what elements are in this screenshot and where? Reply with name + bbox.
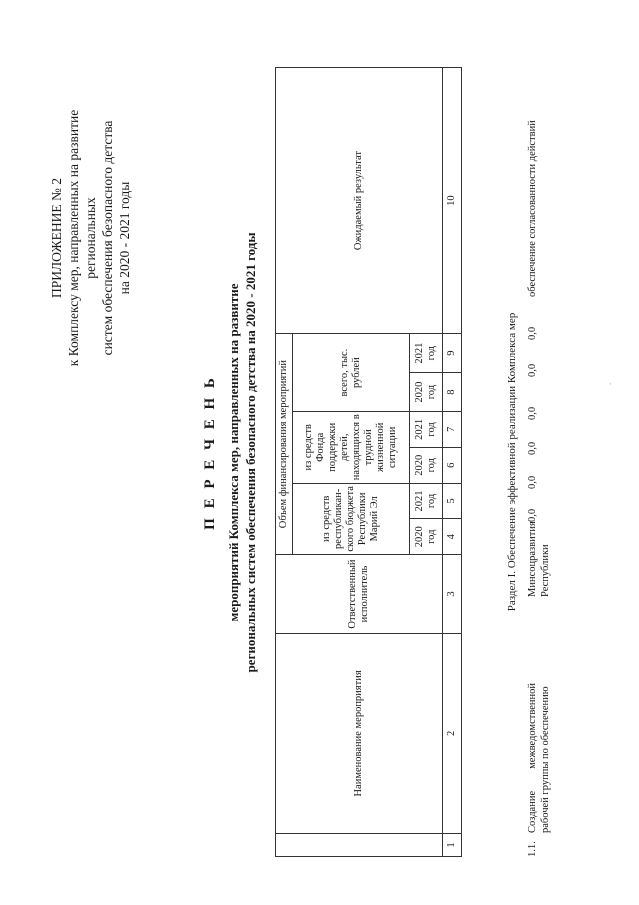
measures-table — [275, 67, 462, 857]
appendix-line: систем обеспечения безопасного детства — [100, 120, 115, 356]
header-year: 2020 год — [410, 519, 443, 555]
appendix-line: на 2020 - 2021 годы — [117, 181, 132, 295]
column-number: 10 — [443, 68, 462, 334]
column-number: 6 — [443, 447, 462, 483]
column-number: 1 — [443, 833, 462, 856]
subtitle-line: мероприятий Комплекса мер, направленных на развитие — [226, 283, 241, 622]
row-value: 0,0 — [527, 363, 538, 377]
header-total: всего, тыс. рублей — [293, 334, 410, 412]
document-subtitle — [225, 0, 259, 905]
header-result: Ожидаемый результат — [276, 68, 443, 334]
header-fund: из средств Фонда поддержки детей, находящихся в трудной жизненной ситуации — [293, 412, 410, 484]
row-result: обеспечение согласованности действий — [527, 120, 538, 297]
header-year: 2021 год — [410, 483, 443, 519]
column-number: 9 — [443, 334, 462, 373]
row-value: 0,0 — [527, 508, 538, 522]
column-number: 3 — [443, 555, 462, 634]
row-number: 1.1. — [527, 841, 538, 857]
table-row — [526, 67, 586, 857]
section-title: Раздел I. Обеспечение эффективной реализации Комплекса мер — [506, 312, 518, 612]
header-cell — [276, 833, 443, 856]
column-number: 8 — [443, 373, 462, 412]
column-number: 2 — [443, 633, 462, 833]
column-number: 5 — [443, 483, 462, 519]
document-title: П Е Р Е Ч Е Н Ь — [202, 375, 218, 530]
appendix-line: к Комплексу мер, направленных на развитие региональных — [66, 109, 98, 367]
row-value: 0,0 — [527, 326, 538, 340]
column-number: 4 — [443, 519, 462, 555]
column-number: 7 — [443, 412, 462, 448]
appendix-block — [48, 78, 133, 398]
header-year: 2020 год — [410, 373, 443, 412]
row-value: 0,0 — [527, 441, 538, 455]
header-year: 2020 год — [410, 447, 443, 483]
header-year: 2021 год — [410, 334, 443, 373]
header-executor: Ответственный исполнитель — [276, 555, 443, 634]
appendix-title: ПРИЛОЖЕНИЕ № 2 — [49, 177, 64, 299]
scan-mark: . — [603, 382, 613, 385]
header-year: 2021 год — [410, 412, 443, 448]
row-value: 0,0 — [527, 406, 538, 420]
row-name: Создание межведомственной рабочей группы по обеспечению — [527, 683, 551, 833]
header-name: Наименование мероприятия — [276, 633, 443, 833]
subtitle-line: региональных систем обеспечения безопасного детства на 2020 - 2021 годы — [243, 232, 258, 673]
header-budget: из средств республикан-ского бюджета Республики Марий Эл — [293, 483, 410, 555]
row-executor: Минсоцразвития Республики — [527, 521, 551, 597]
row-value: 0,0 — [527, 475, 538, 489]
header-funding: Объем финансирования мероприятий — [276, 334, 293, 555]
